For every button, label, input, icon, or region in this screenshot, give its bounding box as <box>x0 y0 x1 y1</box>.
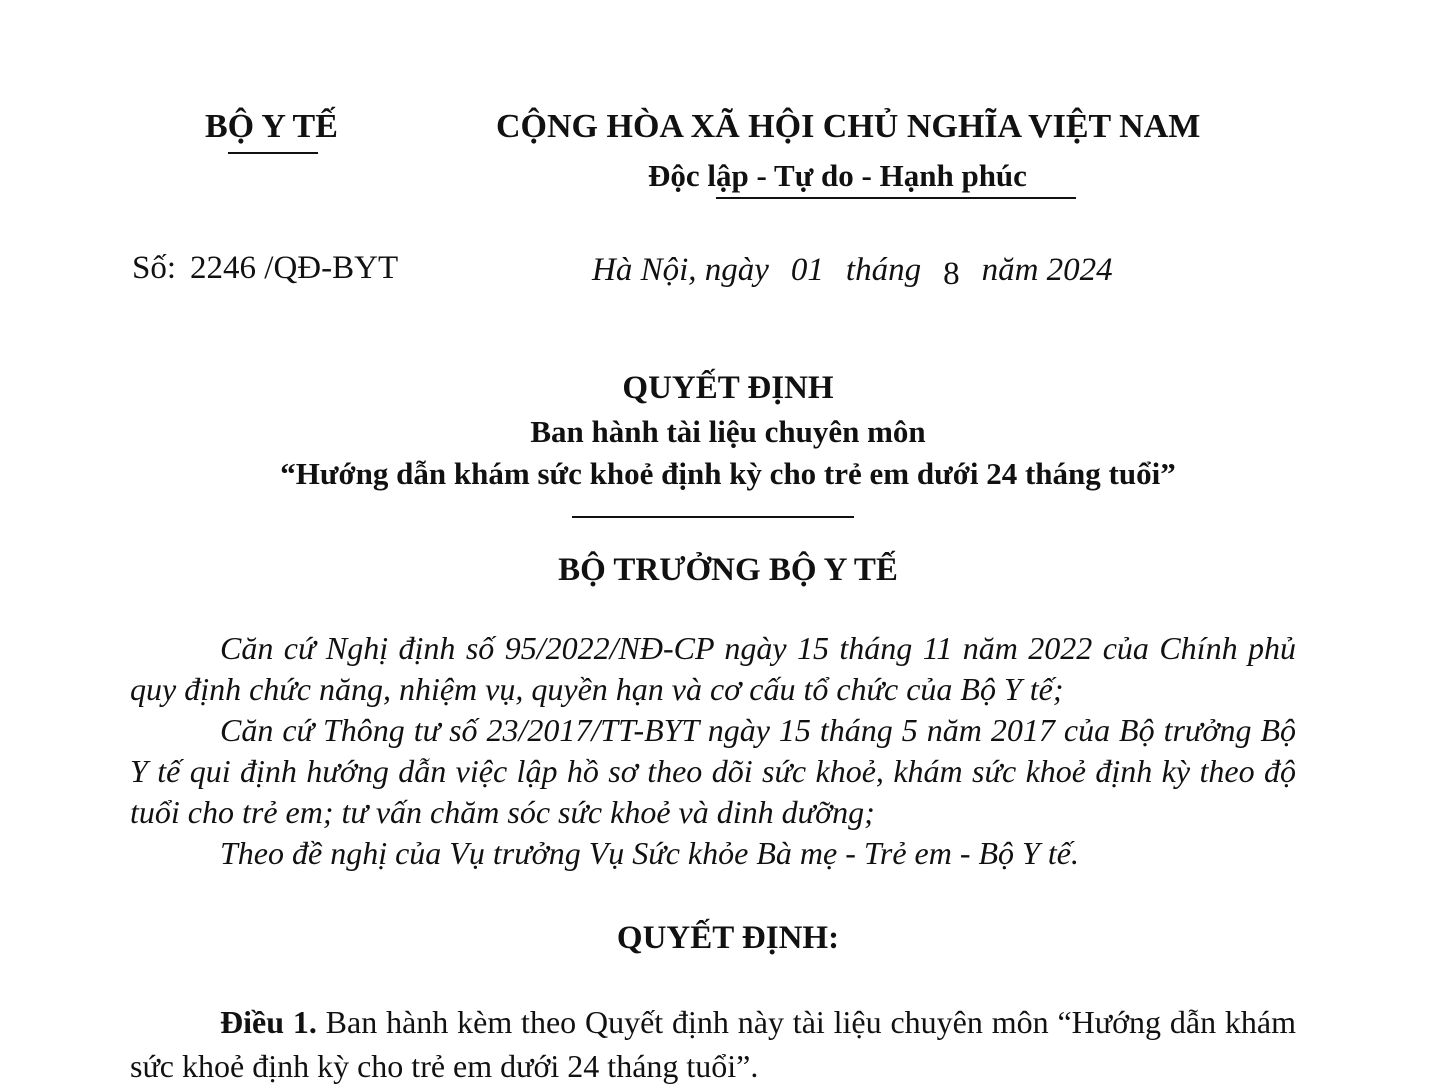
national-title: CỘNG HÒA XÃ HỘI CHỦ NGHĨA VIỆT NAM <box>496 108 1201 145</box>
agency-underline <box>228 152 318 154</box>
legal-basis-item: Căn cứ Thông tư số 23/2017/TT-BYT ngày 15 tháng 5 năm 2017 của Bộ trưởng Bộ Y tế qui định hướng dẫn việc lập hồ sơ theo dõi sức khoẻ, khám sức khoẻ định kỳ theo độ tuổi cho trẻ em; tư vấn chăm sóc sức khoẻ và dinh dưỡng; <box>130 712 1296 830</box>
issuing-agency: BỘ Y TẾ <box>205 108 338 145</box>
article-1-text: Ban hành kèm theo Quyết định này tài liệu chuyên môn “Hướng dẫn khám sức khoẻ định kỳ cho trẻ em dưới 24 tháng tuổi”. <box>130 1004 1297 1084</box>
legal-basis <box>130 628 1296 874</box>
article-1-label: Điều 1. <box>220 1004 317 1040</box>
issuing-authority: BỘ TRƯỞNG BỘ Y TẾ <box>558 552 898 588</box>
national-motto: Độc lập - Tự do - Hạnh phúc <box>648 158 1027 193</box>
number-value: 2246 /QĐ-BYT <box>190 250 399 286</box>
date-month-word: tháng <box>845 252 922 288</box>
number-label: Số: <box>132 250 177 286</box>
date-month: 8 <box>943 256 960 292</box>
legal-basis-item: Theo đề nghị của Vụ trưởng Vụ Sức khỏe Bà mẹ - Trẻ em - Bộ Y tế. <box>220 835 1079 871</box>
document-number <box>132 250 398 287</box>
date-year: năm 2024 <box>981 252 1113 288</box>
date-day: 01 <box>790 252 824 288</box>
motto-underline <box>716 197 1076 199</box>
document-subtitle-line1: Ban hành tài liệu chuyên môn <box>530 414 926 449</box>
document-subtitle-line2: “Hướng dẫn khám sức khoẻ định kỳ cho trẻ em dưới 24 tháng tuổi” <box>280 456 1176 491</box>
date-place: Hà Nội, ngày <box>592 252 769 288</box>
legal-basis-item: Căn cứ Nghị định số 95/2022/NĐ-CP ngày 15 tháng 11 năm 2022 của Chính phủ quy định chức năng, nhiệm vụ, quyền hạn và cơ cấu tổ chức của Bộ Y tế; <box>130 630 1296 707</box>
decision-heading: QUYẾT ĐỊNH: <box>616 920 840 956</box>
document-date <box>592 252 1113 292</box>
document-type: QUYẾT ĐỊNH <box>622 370 834 406</box>
article-1 <box>130 1000 1296 1088</box>
title-divider <box>572 516 854 518</box>
